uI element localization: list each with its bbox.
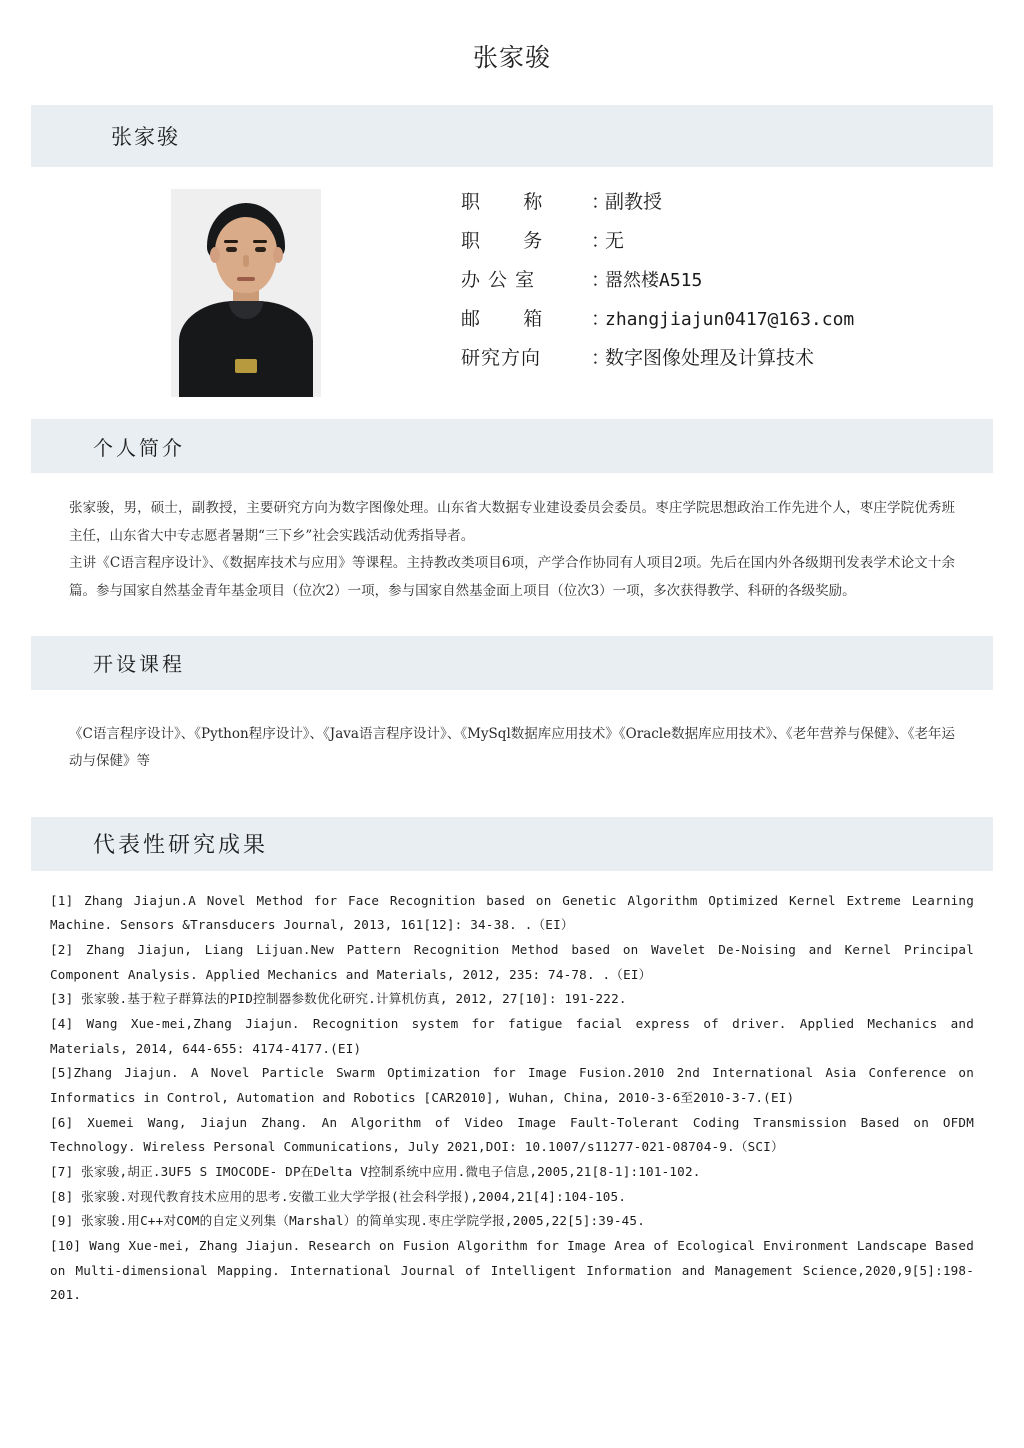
info-label-email: 邮 箱 [461,308,544,330]
name-banner [31,105,993,167]
bio-paragraph-2: 主讲《C语言程序设计》、《数据库技术与应用》等课程。主持教改类项目6项，产学合作协同有人项目2项。先后在国内外各级期刊发表学术论文十余篇。参与国家自然基金青年基金项目（位次2）一项，参与国家自然基金面上项目（位次3）一项，多次获得教学、科研的各级奖励。 [69,555,955,600]
publication-item: [10] Wang Xue-mei, Zhang Jiajun. Research on Fusion Algorithm for Image Area of Ecological Environment Landscape Based on Multi-dimensional Mapping. International Journal of Intelligent Information and Management Science,2020,9[5]:198-201. [50,1238,974,1303]
publication-item: [1] Zhang Jiajun.A Novel Method for Face Recognition based on Genetic Algorithm Optimized Kernel Extreme Learning Machine. Sensors &Transducers Journal, 2013, 161[12]: 34-38. .（EI） [50,892,974,933]
publication-item: [6] Xuemei Wang, Jiajun Zhang. An Algorithm of Video Image Fault-Tolerant Coding Transmission Based on OFDM Technology. Wireless Personal Communications, July 2021,DOI: 10.1007/s11277-021-08704-9.（SCI） [50,1114,974,1155]
bio-body [31,473,993,614]
section-title-courses: 开设课程 [93,652,185,677]
info-row-email [461,304,993,331]
photo-container [31,185,461,397]
publication-item: [5]Zhang Jiajun. A Novel Particle Swarm Optimization for Image Fusion.2010 2nd International Asia Conference on Informatics in Control, Automation and Robotics [CAR2010], Wuhan, China, 2010-3-6至2010-3-7.(EI) [50,1065,974,1106]
info-colon: ： [591,230,611,252]
portrait-photo [171,189,321,397]
info-row-office [461,265,993,292]
photo-brow-right [253,240,267,243]
info-label-office: 办 公 室 [461,269,536,291]
publication-item: [3] 张家骏.基于粒子群算法的PID控制器参数优化研究.计算机仿真, 2012, 27[10]: 191-222. [50,991,627,1007]
section-title-bio: 个人简介 [93,435,185,460]
photo-eye-left [226,247,237,252]
info-label-research: 研究方向 [461,347,542,369]
courses-text: 《C语言程序设计》、《Python程序设计》、《Java语言程序设计》、《MySql数据库应用技术》《Oracle数据库应用技术》、《老年营养与保健》、《老年运动与保健》等 [69,726,955,770]
info-colon: ： [591,347,611,369]
publication-item: [4] Wang Xue-mei,Zhang Jiajun. Recognition system for fatigue facial express of driver. Applied Mechanics and Materials, 2014, 644-655: 4174-4177.(EI) [50,1016,974,1056]
info-colon: ： [591,308,611,330]
photo-shirt-logo [235,359,257,373]
publication-item: [9] 张家骏.用C++对COM的自定义列集（Marshal）的简单实现.枣庄学院学报,2005,22[5]:39-45. [50,1213,645,1229]
person-name: 张家骏 [111,125,180,149]
photo-mouth [237,277,255,281]
photo-ear-right [273,247,283,263]
info-row-title [461,187,993,214]
section-header-bio [31,419,993,473]
info-row-research [461,343,993,370]
info-value-research: 数字图像处理及计算技术 [605,347,815,369]
photo-brow-left [224,240,238,243]
section-title-publications: 代表性研究成果 [93,833,269,859]
section-header-courses [31,636,993,690]
photo-nose [243,255,249,267]
publications-list [22,871,1002,1308]
publication-item: [7] 张家骏,胡正.3UF5 S IMOCODE- DP在Delta V控制系统中应用.微电子信息,2005,21[8-1]:101-102. [50,1164,701,1180]
courses-body [31,690,993,795]
profile-section [31,167,993,397]
info-label-duty: 职 务 [461,230,544,252]
info-row-duty [461,226,993,253]
info-value-office: 嚣然楼A515 [605,270,703,291]
section-header-publications [31,817,993,871]
publication-item: [2] Zhang Jiajun, Liang Lijuan.New Pattern Recognition Method based on Wavelet De-Noising and Kernel Principal Component Analysis. Applied Mechanics and Materials, 2012, 235: 74-78. .（EI） [50,942,974,982]
bio-paragraph-1: 张家骏，男，硕士，副教授，主要研究方向为数字图像处理。山东省大数据专业建设委员会委员。枣庄学院思想政治工作先进个人，枣庄学院优秀班主任，山东省大中专志愿者暑期“三下乡”社会实践活动优秀指导者。 [69,500,955,544]
info-value-title: 副教授 [605,191,663,213]
info-value-duty: 无 [605,230,625,252]
info-value-email: zhangjiajun0417@163.com [605,309,855,330]
info-colon: ： [591,191,611,213]
info-label-title: 职 称 [461,191,544,213]
info-colon: ： [591,269,611,291]
page-title: 张家骏 [472,43,551,72]
publication-item: [8] 张家骏.对现代教育技术应用的思考.安徽工业大学学报(社会科学报),2004,21[4]:104-105. [50,1188,627,1204]
info-list [461,185,993,397]
photo-eye-right [255,247,266,252]
photo-ear-left [210,247,220,263]
